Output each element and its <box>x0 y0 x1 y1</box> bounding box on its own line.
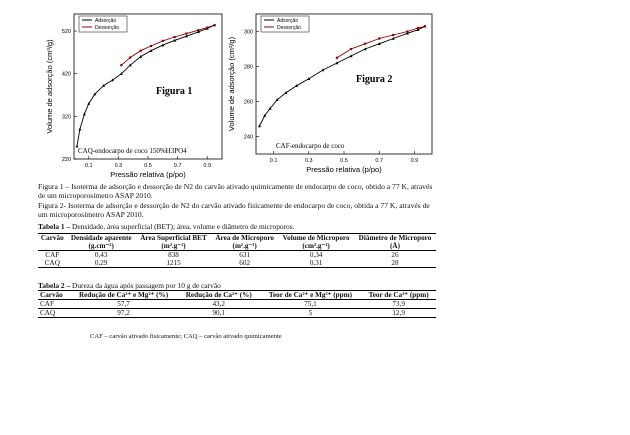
data-point <box>364 43 366 45</box>
t1-cell: 1215 <box>136 259 211 268</box>
figure-label: Figura 1 <box>156 86 193 97</box>
t1-header: Área de Microporo <box>211 234 278 243</box>
t1-cell: 838 <box>168 251 179 259</box>
data-point <box>185 33 187 35</box>
y-axis-label: Volume de adsorção (cm³/g) <box>45 39 54 134</box>
x-tick-label: 0.9 <box>410 158 419 164</box>
t1-cell: 0,43 <box>94 251 108 259</box>
t1-unit: (cm³.g⁻¹) <box>278 242 354 251</box>
t1-cell: 0,31 <box>278 259 354 268</box>
data-point <box>350 48 352 50</box>
data-point <box>162 40 164 42</box>
x-tick-label: 0.5 <box>144 163 152 169</box>
data-point <box>214 24 216 26</box>
t2-header: Carvão <box>38 291 69 300</box>
t1-cell: CAF <box>45 251 60 259</box>
t1-cell: 28 <box>354 259 436 268</box>
plot-frame <box>256 14 432 154</box>
data-point <box>378 37 380 39</box>
x-axis-label: Pressão relativa (p/po) <box>110 170 186 179</box>
data-point <box>129 56 131 58</box>
table-footnote: CAF – carvão ativado fisicamente; CAQ – carvão ativado quimicamente <box>90 333 282 340</box>
data-point <box>140 50 142 52</box>
t1-header: Área Superficial BET <box>136 234 211 243</box>
series-line <box>337 26 425 58</box>
x-tick-label: 0.3 <box>114 163 123 169</box>
t1-header: Densidade aparente <box>67 234 136 243</box>
legend-label: Adsorção <box>95 18 117 24</box>
t2-cell: 12,9 <box>361 309 436 318</box>
t2-cell: 5 <box>260 309 362 318</box>
data-point <box>174 36 176 38</box>
series-line <box>260 26 426 126</box>
table-1-label: Tabela 1 – <box>38 222 71 231</box>
t1-cell: 631 <box>239 251 251 259</box>
figure-label: Figura 2 <box>356 74 393 85</box>
t1-header: Diâmetro de Microporo <box>354 234 436 243</box>
table-row <box>38 300 436 309</box>
y-tick-label: 320 <box>61 114 71 121</box>
data-point <box>83 113 86 116</box>
table-1-title-text: Densidade, área superficial (BET); área, volume e diâmetro de microporos. <box>70 222 295 231</box>
figure-1-caption: Figura 1 – Isoterma de adsorção e dessorção de N2 do carvão ativado quimicamente de endocarpo de coco, obtido a 77 K, através de um microporosímetro ASAP 2010. <box>38 182 433 201</box>
t1-unit: (m².g⁻¹) <box>136 242 211 251</box>
t1-header: Carvão <box>38 234 67 243</box>
y-tick-label: 420 <box>61 71 71 78</box>
t1-unit: (m².g⁻¹) <box>211 242 278 251</box>
y-tick-label: 520 <box>61 29 71 36</box>
x-tick-label: 0.1 <box>269 158 278 164</box>
data-point <box>197 29 199 31</box>
y-tick-label: 240 <box>243 134 253 141</box>
table-row <box>38 259 436 268</box>
t2-header: Teor de Ca²⁺ e Mg²⁺ (ppm) <box>260 291 362 300</box>
data-point <box>392 34 394 36</box>
t2-cell: 97,2 <box>69 309 178 318</box>
t2-cell: 90,1 <box>178 309 260 318</box>
table-1-unit-row <box>38 242 436 251</box>
table-2-header-row <box>38 291 436 300</box>
table-2-label: Tabela 2 – <box>38 281 71 290</box>
t2-cell: 73,9 <box>361 300 436 309</box>
data-point <box>150 45 152 47</box>
x-tick-label: 0.3 <box>304 158 313 164</box>
t1-cell: 0,29 <box>67 259 136 268</box>
t2-cell: 43,2 <box>178 300 260 309</box>
x-tick-label: 0.9 <box>203 163 212 169</box>
table-row <box>38 309 436 318</box>
t2-header: Redução de Ca²⁺ e Mg²⁺ (%) <box>69 291 178 300</box>
t1-header: Volume de Microporo <box>278 234 354 243</box>
y-axis-label: Volume de adsorção (cm³/g) <box>227 36 236 132</box>
t1-cell: 602 <box>211 259 278 268</box>
figure-2-chart <box>222 6 437 181</box>
x-tick-label: 0.7 <box>173 163 182 169</box>
chart-annotation: CAF-endocarpo de coco <box>276 142 345 150</box>
t2-cell: 75,1 <box>260 300 362 309</box>
t1-cell: 26 <box>391 251 399 259</box>
t1-unit: (Å) <box>354 242 436 251</box>
table-2-title <box>38 281 221 290</box>
x-tick-label: 0.5 <box>340 158 348 164</box>
figure-1-svg <box>40 6 230 181</box>
y-tick-label: 300 <box>243 29 253 36</box>
series-line <box>77 25 215 146</box>
y-tick-label: 220 <box>61 157 71 163</box>
y-tick-label: 280 <box>243 64 253 71</box>
x-tick-label: 0.1 <box>84 163 93 169</box>
table-2 <box>38 290 436 318</box>
t2-header: Teor de Ca²⁺ (ppm) <box>361 291 436 300</box>
table-1-header-row <box>38 234 436 243</box>
legend-label: Dessorção <box>277 25 301 31</box>
t2-cell: 57,7 <box>69 300 178 309</box>
table-1-title <box>38 222 294 231</box>
chart-annotation: CAQ-endocarpo de coco 150%H3PO4 <box>78 147 187 155</box>
data-point <box>206 27 208 29</box>
data-point <box>424 25 426 27</box>
y-tick-label: 260 <box>243 99 253 106</box>
plot-frame <box>74 14 222 159</box>
legend-label: Dessorção <box>95 25 119 31</box>
data-point <box>406 30 408 32</box>
table-2-title-text: Dureza da água após passagem por 10 g de carvão <box>70 281 221 290</box>
data-point <box>78 128 81 131</box>
data-point <box>417 27 419 29</box>
t2-cell: CAQ <box>38 309 69 318</box>
data-point <box>120 64 122 66</box>
figure-1-chart <box>40 6 230 181</box>
t1-cell: CAQ <box>38 259 67 268</box>
t2-header: Redução de Ca²⁺ (%) <box>178 291 260 300</box>
legend-label: Adsorção <box>277 18 299 24</box>
t2-cell: CAF <box>38 300 69 309</box>
table-1 <box>38 233 436 268</box>
t1-unit <box>38 242 67 251</box>
x-axis-label: Pressão relativa (p/po) <box>306 165 382 174</box>
x-tick-label: 0.7 <box>375 158 384 164</box>
figure-2-caption: Figura 2- Isoterma de adsorção e dessorção de N2 do carvão ativado fisicamente de endocarpo de coco, obtida a 77 K, através de um microporosímetro ASAP 2010. <box>38 201 430 220</box>
figure-2-svg <box>222 6 437 181</box>
table-row <box>38 251 436 260</box>
t1-unit: (g.cm⁻³) <box>67 242 136 251</box>
data-point <box>336 57 338 59</box>
t1-cell: 0,34 <box>309 251 323 259</box>
